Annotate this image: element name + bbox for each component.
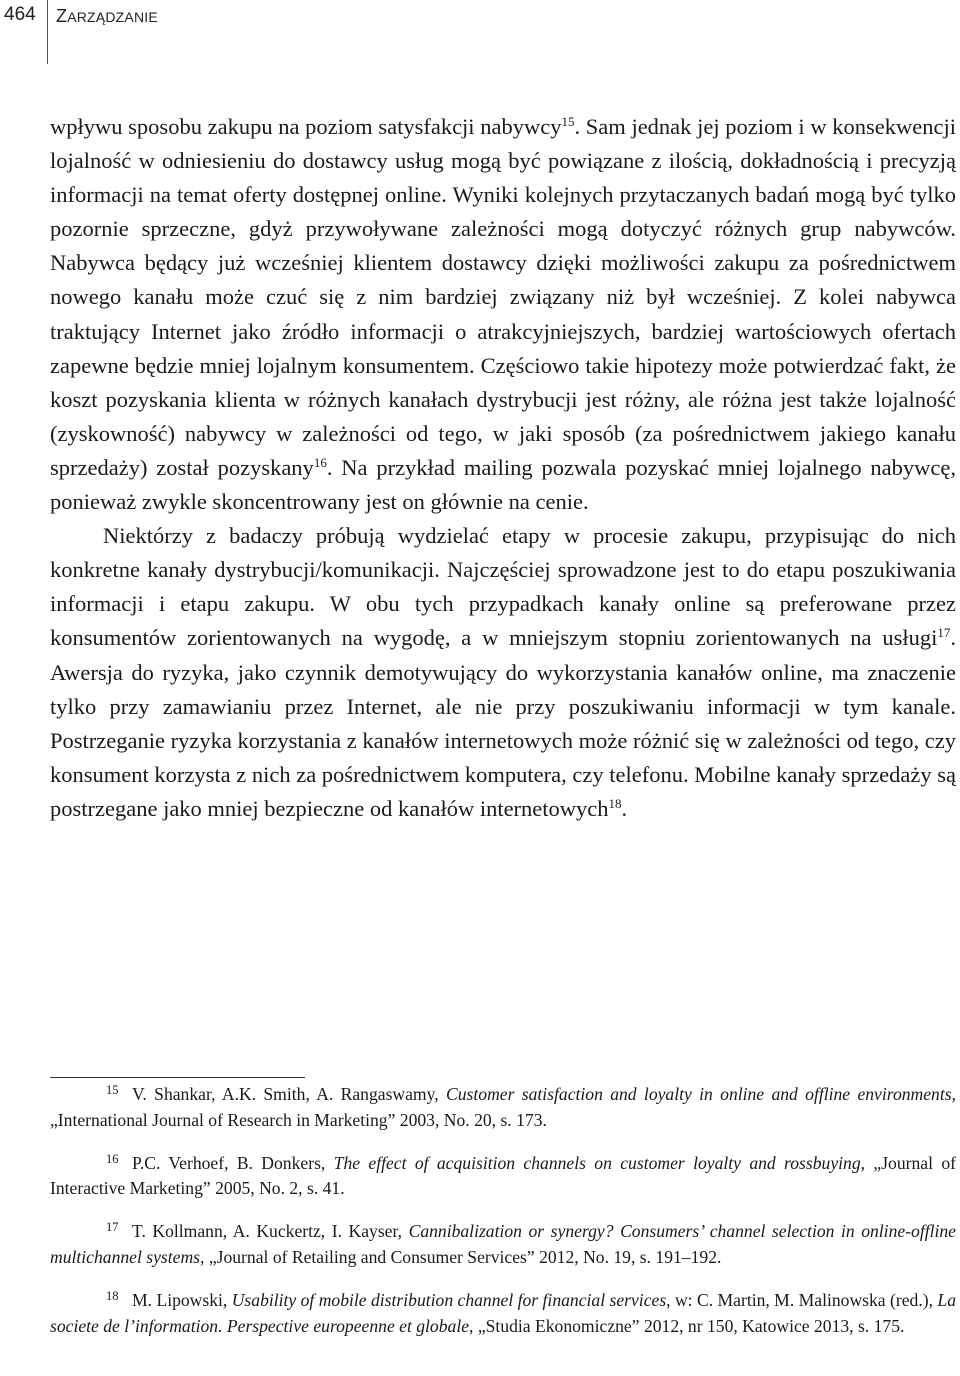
footnote-ref: 16: [313, 454, 327, 470]
paragraph-1: [50, 110, 956, 519]
footnote-15: 15 V. Shankar, A.K. Smith, A. Rangaswamy, Customer satisfaction and loyalty in online and offline environments, „International Journal of Research in Marketing” 2003, No. 20, s. 173.: [50, 1083, 956, 1130]
text-run: . Awersja do ryzyka, jako czynnik demotywujący do wykorzystania kanałów online, ma znaczenie tylko przy zamawianiu przez Internet, ale nie przy poszukiwaniu informacji w tym kanale. Postrzeganie ryzyka korzystania z kanałów internetowych może różnić się w zależności od tego, czy konsument korzysta z nich za pośrednictwem komputera, czy telefonu. Mobilne kanały sprzedaży są postrzegane jako mniej bezpieczne od kanałów internetowych: [50, 625, 956, 821]
footnotes: [50, 1082, 956, 1356]
citation-text: T. Kollmann, A. Kuckertz, I. Kayser,: [132, 1221, 409, 1242]
footnote-16: 16 P.C. Verhoef, B. Donkers, The effect of acquisition channels on customer loyalty and rossbuying, „Journal of Interactive Marketing” 2005, No. 2, s. 41.: [50, 1151, 956, 1199]
footnote-ref: 17: [937, 625, 951, 641]
footnote-ref: 18: [608, 795, 622, 811]
footnote-18: 18 M. Lipowski, Usability of mobile distribution channel for financial services, w: C. Martin, M. Malinowska (red.), La societe de l’information. Perspective europeenne et globale, „Studia Ekonomiczne” 2012, nr 150, Katowice 2013, s. 175.: [50, 1288, 956, 1336]
main-text: [50, 110, 956, 826]
text-run: . Sam jednak jej poziom i w konsekwencji lojalność w odniesieniu do dostawcy usług mogą być powiązane z ilością, dokładnością i precyzją informacji na temat oferty dostępnej online. Wyniki kolejnych przytaczanych badań mogą być tylko pozornie sprzeczne, gdyż przywoływane zależności mogą dotyczyć różnych grup nabywców. Nabywca będący już wcześniej klientem dostawcy dzięki możliwości zakupu za pośrednictwem nowego kanału może czuć się z nim bardziej związany niż był wcześniej. Z kolei nabywca traktujący Internet jako źródło informacji o atrakcyjniejszych, bardziej wartościowych ofertach zapewne będzie mniej lojalnym konsumentem. Częściowo takie hipotezy może potwierdzać fakt, że koszt pozyskania klienta w różnych kanałach dystrybucji jest różny, ale różna jest także lojalność (zyskowność) nabywcy w zależności od tego, w jaki sposób (za pośrednictwem jakiego kanału sprzedaży) został pozyskany: [50, 114, 957, 480]
paragraph-2: [50, 519, 956, 826]
text-run: Niektórzy z badaczy próbują wydzielać etapy w procesie zakupu, przypisując do nich konkretne kanały dystrybucji/komunikacji. Najczęściej sprowadzone jest to do etapu poszukiwania informacji i etapu zakupu. W obu tych przypadkach kanały online są preferowane przez konsumentów zorientowanych na wygodę, a w mniejszym stopniu zorientowanych na usługi: [50, 523, 956, 651]
citation-title: The effect of acquisition channels on customer loyalty and rossbuying: [333, 1152, 861, 1173]
text-run: wpływu sposobu zakupu na poziom satysfakcji nabywcy: [50, 114, 562, 139]
footnote-17: 17 T. Kollmann, A. Kuckertz, I. Kayser, Cannibalization or synergy? Consumers’ channel selection in online-offline multichannel systems, „Journal of Retailing and Consumer Services” 2012, No. 19, s. 191–192.: [50, 1220, 956, 1267]
citation-text: , „Journal of Interactive Marketing” 2005, No. 2, s. 41.: [50, 1152, 956, 1199]
text-run: .: [621, 795, 628, 821]
citation-text: P.C. Verhoef, B. Donkers,: [132, 1152, 334, 1173]
citation-title: Cannibalization or synergy? Consumers’ channel selection in online-offline multichannel systems: [50, 1221, 956, 1267]
citation-title: Customer satisfaction and loyalty in online and offline environments: [446, 1084, 952, 1104]
page-number: 464: [4, 4, 36, 25]
running-head-initial: Z: [56, 6, 68, 26]
page-header: [0, 0, 960, 64]
citation-text: , w: C. Martin, M. Malinowska (red.),: [666, 1289, 938, 1310]
citation-title: La societe de l’information. Perspective europeenne et globale: [50, 1289, 956, 1336]
citation-text: M. Lipowski,: [132, 1289, 232, 1310]
running-head-rest: ARZĄDZANIE: [67, 9, 158, 25]
footnote-separator: [50, 1077, 305, 1078]
citation-text: , „Studia Ekonomiczne” 2012, nr 150, Katowice 2013, s. 175.: [469, 1315, 905, 1336]
citation-text: V. Shankar, A.K. Smith, A. Rangaswamy,: [132, 1084, 446, 1104]
citation-title: Usability of mobile distribution channel for financial services: [231, 1289, 667, 1310]
footnote-ref: 15: [561, 114, 575, 129]
text-run: . Na przykład mailing pozwala pozyskać mniej lojalnego nabywcę, ponieważ zwykle skoncentrowany jest on głównie na cenie.: [50, 454, 956, 515]
citation-text: , „International Journal of Research in Marketing” 2003, No. 20, s. 173.: [50, 1084, 956, 1130]
running-head: [56, 6, 158, 27]
header-divider: [47, 0, 48, 64]
citation-text: , „Journal of Retailing and Consumer Services” 2012, No. 19, s. 191–192.: [200, 1246, 722, 1267]
